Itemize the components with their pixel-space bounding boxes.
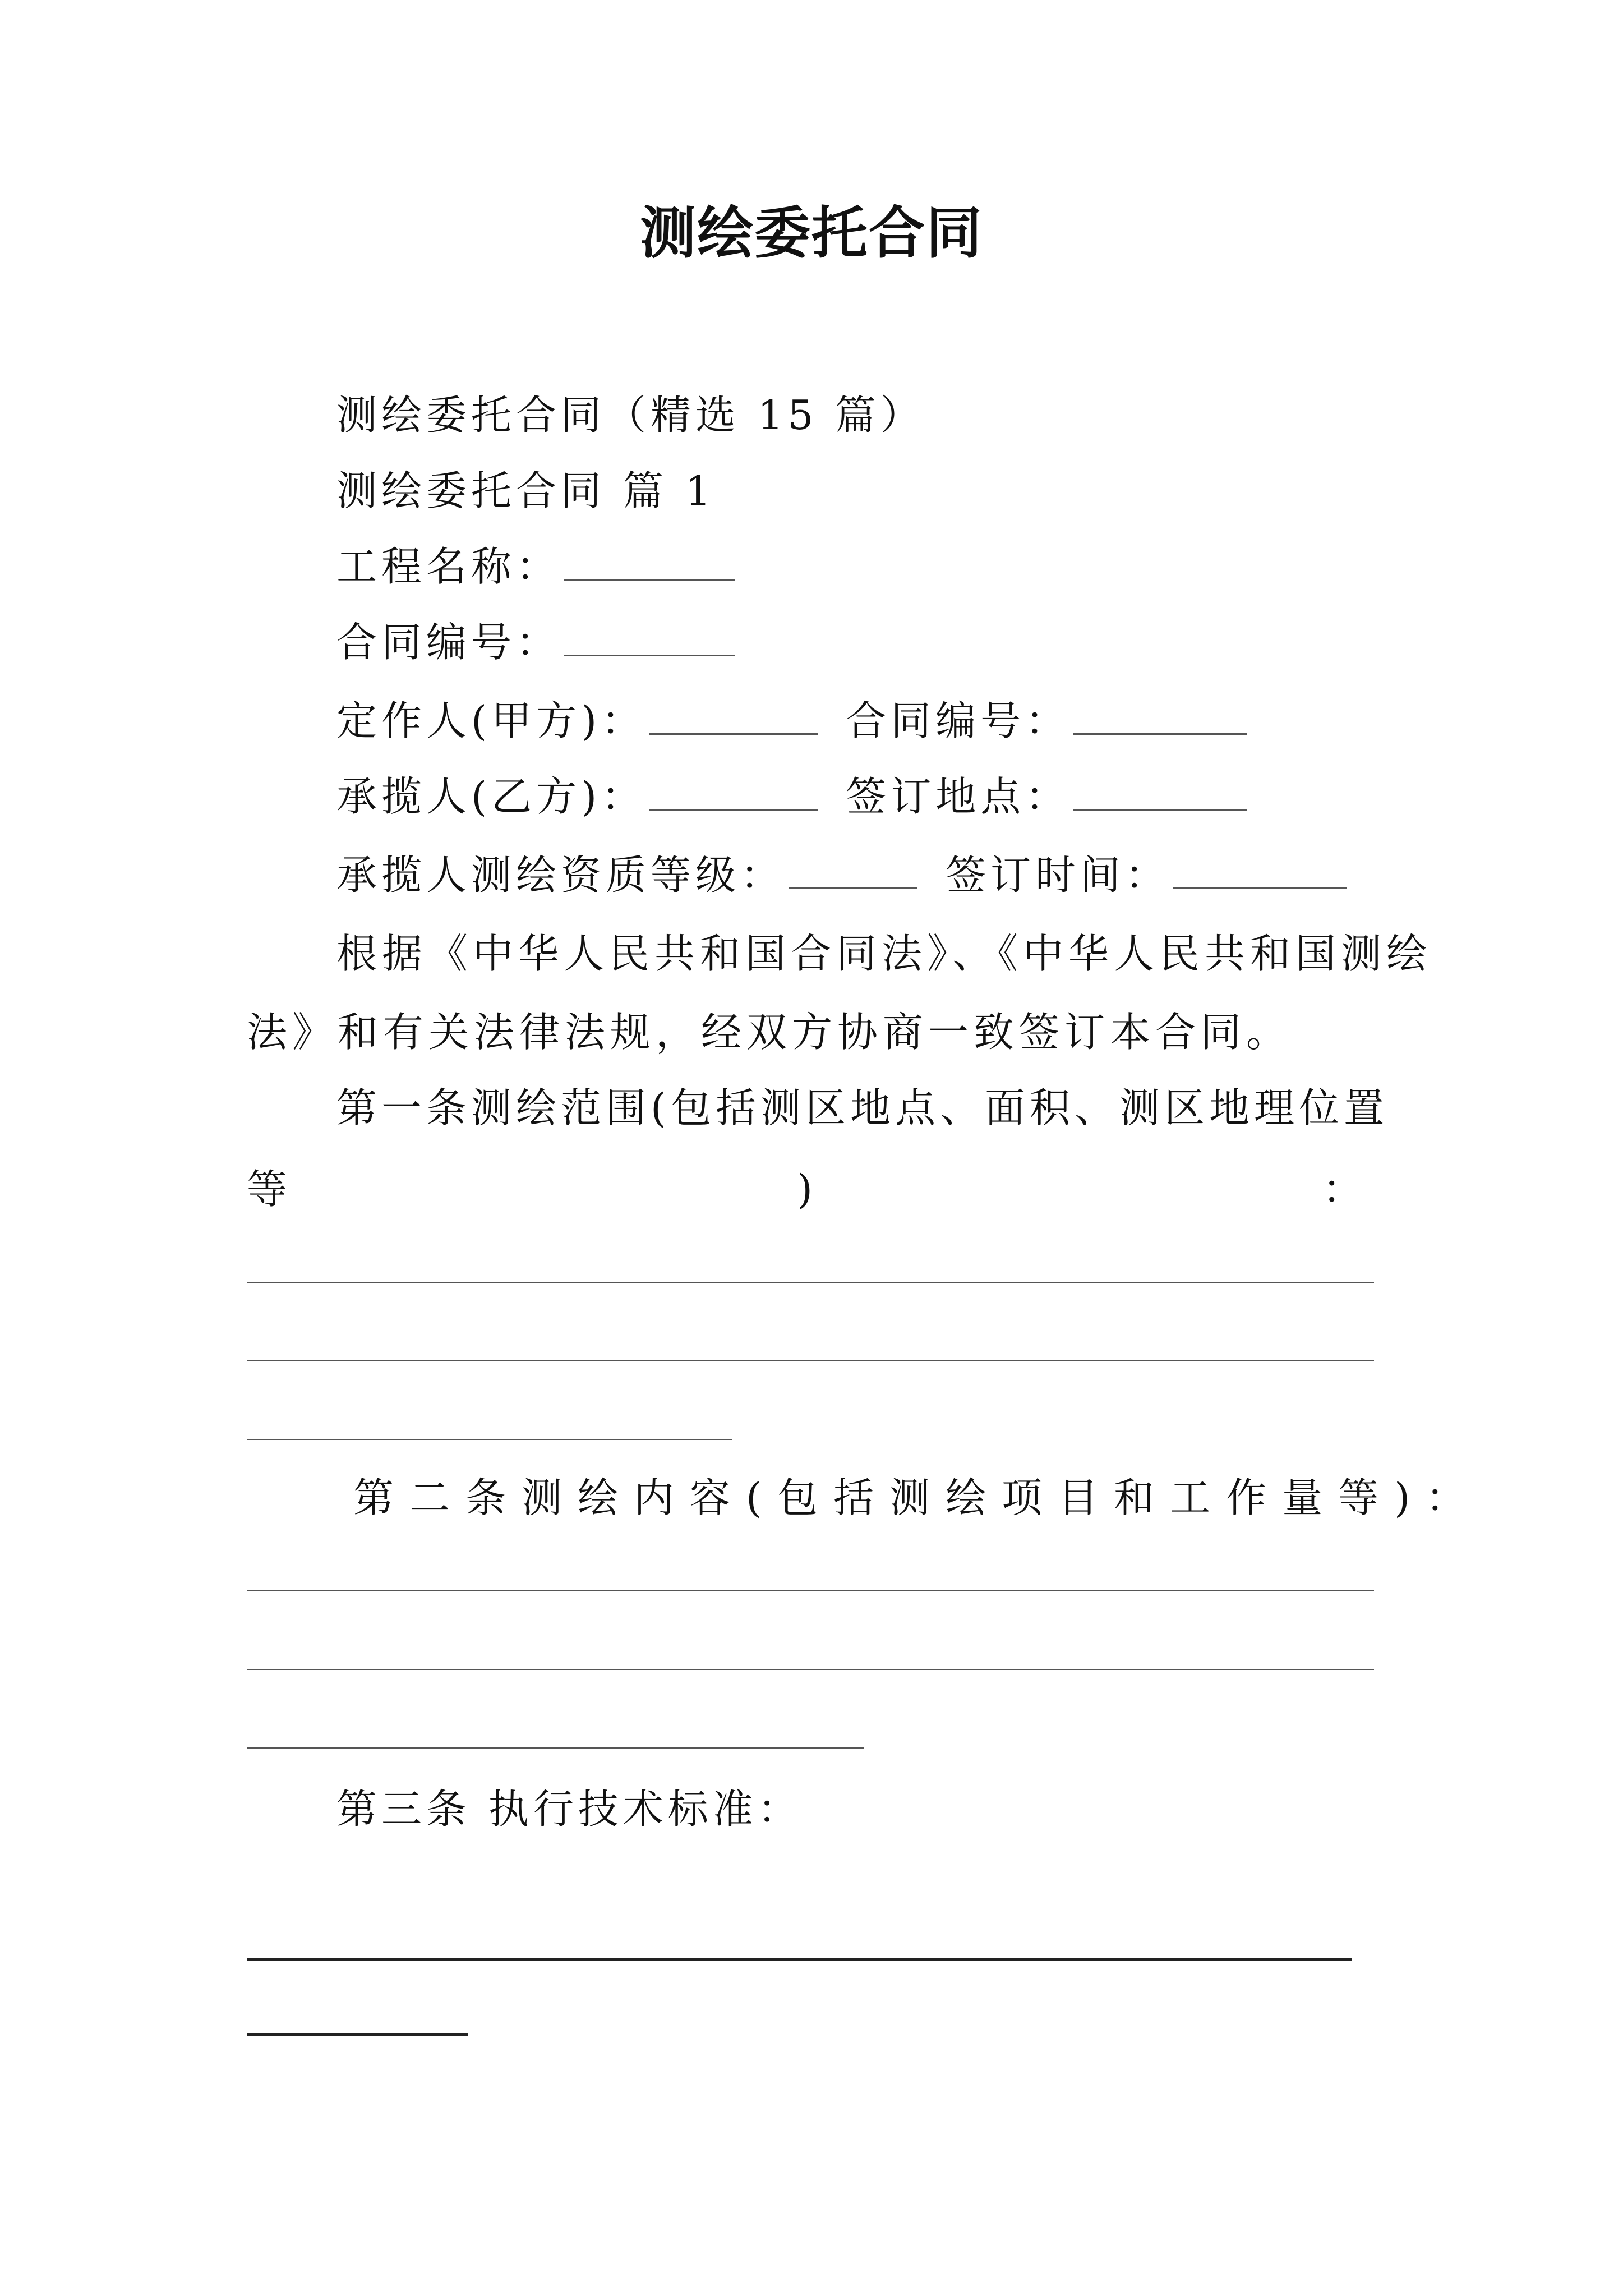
project-name-label: 工程名称： (336, 543, 561, 590)
document-subtitle: 测绘委托合同（精选 15 篇） (336, 392, 925, 439)
article-1-line2-start: 等 (247, 1166, 288, 1213)
article-1-line2-paren: ) (796, 1166, 813, 1213)
contract-no-label-2: 合同编号： (846, 697, 1071, 744)
qualification-label: 承揽人测绘资质等级： (336, 852, 786, 899)
party-a-field[interactable] (649, 698, 818, 735)
contract-no-field[interactable] (564, 620, 735, 656)
article-2-fill-line[interactable] (247, 1747, 864, 1749)
article-1-fill-line[interactable] (247, 1282, 1374, 1283)
party-a-row (336, 696, 1247, 746)
article-2-fill-line[interactable] (247, 1669, 1374, 1670)
contract-no-row (336, 617, 735, 668)
article-3-fill-line[interactable] (247, 2033, 468, 2036)
article-1-fill-line[interactable] (247, 1360, 1374, 1361)
article-1-line2 (247, 1164, 1363, 1214)
article-3-heading: 第三条 执行技术标准： (336, 1786, 803, 1833)
article-2-fill-line[interactable] (247, 1590, 1374, 1591)
basis-paragraph-line2: 法》和有关法律法规，经双方协商一致签订本合同。 (247, 1009, 1292, 1056)
article-3-fill-line[interactable] (247, 1958, 1352, 1961)
sign-place-field[interactable] (1073, 774, 1247, 811)
section-heading: 测绘委托合同 篇 1 (336, 467, 716, 514)
sign-place-label: 签订地点： (846, 773, 1071, 820)
project-name-row (336, 541, 735, 592)
project-name-field[interactable] (564, 544, 735, 581)
contract-no-field-2[interactable] (1073, 698, 1247, 735)
party-b-row (336, 771, 1247, 822)
document-title: 测绘委托合同 (640, 200, 983, 266)
qualification-row (336, 850, 1347, 900)
sign-time-label: 签订时间： (946, 852, 1170, 899)
party-b-label: 承揽人(乙方)： (336, 773, 647, 820)
article-2-heading (353, 1473, 1482, 1523)
article-1-line2-colon: ： (1322, 1166, 1363, 1213)
party-a-label: 定作人(甲方)： (336, 697, 647, 744)
article-1-line1: 第一条测绘范围(包括测区地点、面积、测区地理位置 (336, 1084, 1389, 1131)
contract-no-label: 合同编号： (336, 619, 561, 666)
basis-paragraph-line1: 根据《中华人民共和国合同法》、《中华人民共和国测绘 (336, 930, 1432, 977)
article-2-text: 第二条测绘内容(包括测绘项目和工作量等)： (353, 1474, 1482, 1521)
sign-time-field[interactable] (1173, 853, 1347, 889)
qualification-field[interactable] (789, 853, 917, 889)
article-1-fill-line[interactable] (247, 1439, 732, 1440)
party-b-field[interactable] (649, 774, 818, 811)
